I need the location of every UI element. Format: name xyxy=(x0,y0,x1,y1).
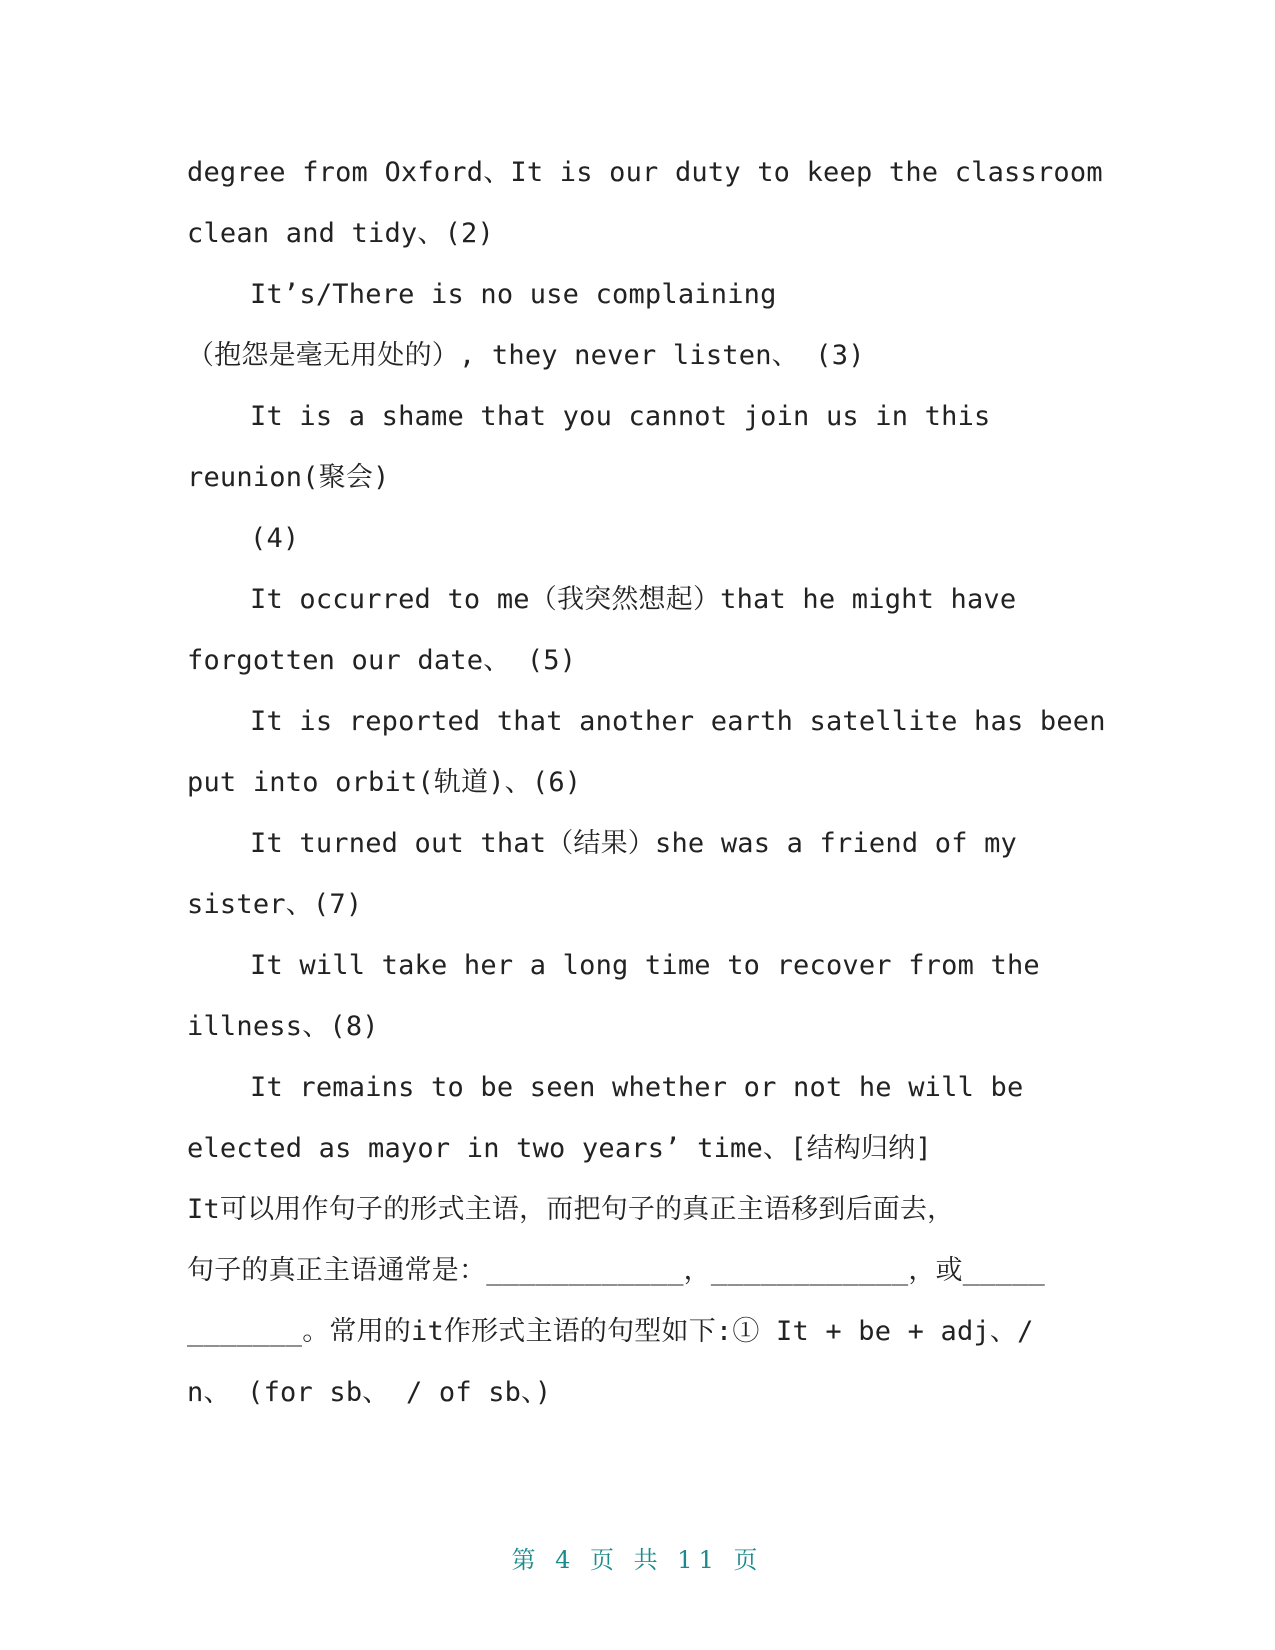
document-body xyxy=(187,142,1106,1423)
text-line: put into orbit(轨道)、(6) xyxy=(187,767,582,798)
text-line: _______。常用的it作形式主语的句型如下:① It + be + adj、/ xyxy=(187,1316,1034,1347)
text-line: （抱怨是毫无用处的）, they never listen、 (3) xyxy=(187,340,865,371)
page-footer: 第 4 页 共 11 页 xyxy=(511,1546,764,1574)
text-line: It可以用作句子的形式主语，而把句子的真正主语移到后面去， xyxy=(187,1194,955,1225)
text-line: It occurred to me（我突然想起）that he might have xyxy=(250,584,1017,615)
text-line: It turned out that（结果）she was a friend of my xyxy=(250,828,1018,859)
text-line: 句子的真正主语通常是：____________，____________，或_____ xyxy=(187,1255,1046,1286)
text-line: forgotten our date、 (5) xyxy=(187,645,577,676)
text-line: degree from Oxford、It is our duty to keep the classroom xyxy=(187,157,1103,188)
text-line: It’s/There is no use complaining xyxy=(250,279,777,310)
text-line: sister、(7) xyxy=(187,889,363,920)
text-line: elected as mayor in two years’ time、[结构归纳] xyxy=(187,1133,932,1164)
text-line: It remains to be seen whether or not he will be xyxy=(250,1072,1024,1103)
text-line: (4) xyxy=(250,523,300,554)
text-line: It is reported that another earth satellite has been xyxy=(250,706,1106,737)
text-line: It will take her a long time to recover from the xyxy=(250,950,1040,981)
text-line: n、 (for sb、 / of sb、) xyxy=(187,1377,552,1408)
text-line: clean and tidy、(2) xyxy=(187,218,494,249)
text-line: It is a shame that you cannot join us in this xyxy=(250,401,991,432)
text-line: reunion(聚会) xyxy=(187,462,390,493)
text-line: illness、(8) xyxy=(187,1011,379,1042)
